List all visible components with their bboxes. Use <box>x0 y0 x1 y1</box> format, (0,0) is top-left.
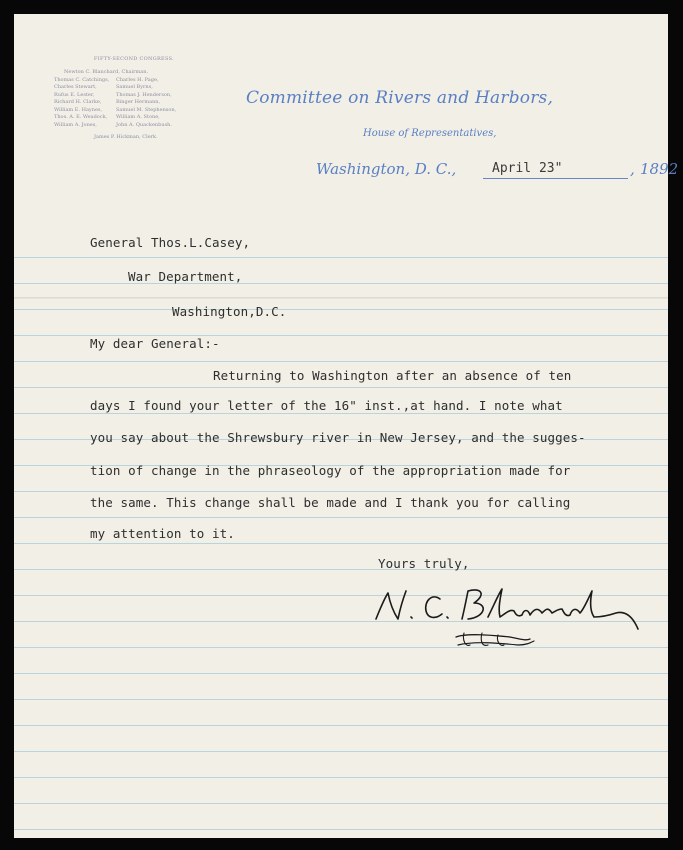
addressee-department: War Department, <box>128 269 243 284</box>
clerk-name: James P. Hickman, Clerk. <box>94 133 158 140</box>
body-line: Returning to Washington after an absence of ten <box>213 368 572 383</box>
committee-members-list <box>54 56 204 140</box>
addressee-city: Washington,D.C. <box>172 304 287 319</box>
dateline-place: Washington, D. C., <box>316 160 457 178</box>
member-name: Charles H. Page, <box>116 76 159 83</box>
member-name: Binger Hermann, <box>116 99 161 105</box>
member-name: Rufus E. Lester, <box>54 91 95 98</box>
dateline-year: 1892 <box>640 160 679 178</box>
closing: Yours truly, <box>378 556 470 571</box>
member-name: William E. Haynes, <box>54 106 103 113</box>
member-name: Newton C. Blanchard, Chairman. <box>64 69 149 75</box>
member-name: Thomas C. Catchings, <box>54 76 110 83</box>
dateline-comma: , <box>630 160 635 178</box>
member-name: Richard H. Clarke, <box>54 99 102 105</box>
member-name: William A. Jones, <box>54 121 97 128</box>
addressee-name: General Thos.L.Casey, <box>90 235 251 250</box>
body-line: my attention to it. <box>90 526 235 541</box>
letter-sheet <box>14 14 679 838</box>
members-grid <box>54 69 204 128</box>
member-name: Samuel M. Stephenson, <box>116 106 177 113</box>
member-name: William A. Stone, <box>116 114 160 120</box>
member-name: John A. Quackenbush. <box>116 121 172 128</box>
body-line: you say about the Shrewsbury river in New Jersey, and the sugges- <box>90 430 586 445</box>
member-name: Thos. A. E. Weadock, <box>54 114 108 120</box>
house-subtitle: House of Representatives, <box>363 128 497 139</box>
body-line: days I found your letter of the 16" inst.,at hand. I note what <box>90 398 563 413</box>
body-line: the same. This change shall be made and I thank you for calling <box>90 495 571 510</box>
body-line: tion of change in the phraseology of the appropriation made for <box>90 463 571 478</box>
dateline-date: April 23" <box>492 161 563 176</box>
member-name: Charles Stewart, <box>54 84 97 90</box>
paper-fold <box>14 297 668 299</box>
handwritten-signature <box>370 579 652 665</box>
committee-title: Committee on Rivers and Harbors, <box>246 88 554 108</box>
member-name: Samuel Byrns, <box>116 84 153 90</box>
congress-label: FIFTY-SECOND CONGRESS. <box>93 56 175 62</box>
salutation: My dear General:- <box>90 336 220 351</box>
date-rule <box>483 178 628 179</box>
member-name: Thomas J. Henderson, <box>116 91 172 98</box>
